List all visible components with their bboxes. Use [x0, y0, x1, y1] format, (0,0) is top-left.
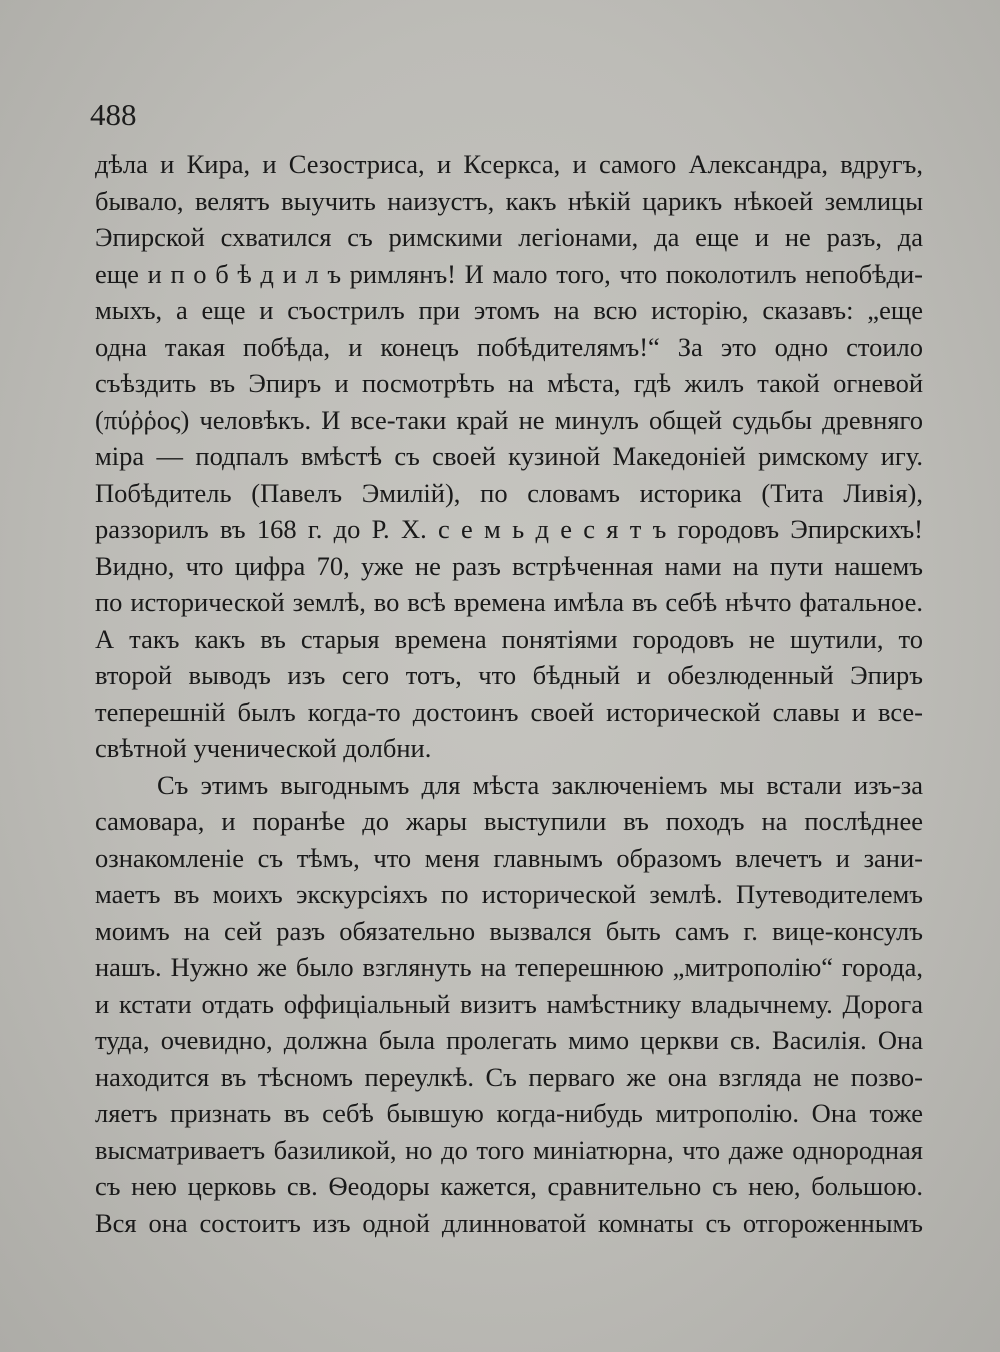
text-line: моимъ на сей разъ обязательно вызвался быть самъ г. вице-консулъ [95, 915, 923, 946]
text-line: находится въ тѣсномъ переулкѣ. Съ перваго же она взгляда не позво- [95, 1061, 923, 1092]
text-line: одна такая побѣда, и конецъ побѣдителямъ!“ За это одно стоило [95, 331, 923, 362]
text-line: и кстати отдать оффиціальный визитъ намѣстнику владычнему. Дорога [95, 988, 923, 1019]
text-line: Видно, что цифра 70, уже не разъ встрѣченная нами на пути нашемъ [95, 550, 923, 581]
text-line: туда, очевидно, должна была пролегать мимо церкви св. Василія. Она [95, 1025, 923, 1055]
text-line: нашъ. Нужно же было взглянуть на теперешнюю „митрополію“ города, [95, 952, 923, 982]
page-number: 488 [90, 97, 137, 132]
text-line: самовара, и поранѣе до жары выступили въ походъ на послѣднее [95, 806, 923, 836]
text-line: съѣздить въ Эпиръ и посмотрѣть на мѣста, гдѣ жилъ такой огневой [95, 368, 923, 398]
text-line: ляетъ признать въ себѣ бывшую когда-нибудь митрополію. Она тоже [95, 1098, 923, 1128]
text-line: мыхъ, а еще и съострилъ при этомъ на всю исторію, сказавъ: „еще [95, 295, 923, 325]
text-line: ознакомленіе съ тѣмъ, что меня главнымъ образомъ влечетъ и зани- [95, 842, 923, 873]
text-line: дѣла и Кира, и Сезостриса, и Ксеркса, и самого Александра, вдругъ, [95, 149, 923, 179]
text-line: бывало, велятъ выучить наизустъ, какъ нѣкій царикъ нѣкоей землицы [95, 185, 923, 216]
text-line: Вся она состоитъ изъ одной длинноватой комнаты съ отгороженнымъ [95, 1207, 923, 1238]
text-line: теперешній былъ когда-то достоинъ своей исторической славы и все- [95, 696, 923, 727]
text-line: второй выводъ изъ сего тотъ, что бѣдный и обезлюденный Эпиръ [95, 660, 923, 690]
text-line-paragraph-start: Съ этимъ выгоднымъ для мѣста заключеніемъ мы встали изъ-за [157, 769, 923, 800]
text-line: маетъ въ моихъ экскурсіяхъ по исторической землѣ. Путеводителемъ [95, 879, 923, 909]
body-text [95, 146, 923, 1241]
text-line: А такъ какъ въ старыя времена понятіями городовъ не шутили, то [95, 623, 923, 654]
text-line: міра — подпалъ вмѣстѣ съ своей кузиной Македоніей римскому игу. [95, 441, 923, 471]
text-line: съ нею церковь св. Ѳеодоры кажется, сравнительно съ нею, большою. [95, 1171, 923, 1201]
text-line: Эпирской схватился съ римскими легіонами, да еще и не разъ, да [95, 222, 923, 252]
text-line: по исторической землѣ, во всѣ времена имѣла въ себѣ нѣчто фатальное. [95, 587, 923, 617]
text-line: (πύῤῥος) человѣкъ. И все-таки край не минулъ общей судьбы древняго [95, 404, 923, 435]
text-line: еще и п о б ѣ д и л ъ римлянъ! И мало того, что поколотилъ непобѣди- [95, 258, 923, 289]
text-line-paragraph-end: свѣтной ученической долбни. [95, 733, 432, 763]
text-line: высматриваетъ базиликой, но до того миніатюрна, что даже однородная [95, 1134, 923, 1165]
text-line: раззорилъ въ 168 г. до Р. Х. с е м ь д е с я т ъ городовъ Эпирскихъ! [95, 514, 923, 544]
text-line: Побѣдитель (Павелъ Эмилій), по словамъ историка (Тита Ливія), [95, 477, 923, 508]
